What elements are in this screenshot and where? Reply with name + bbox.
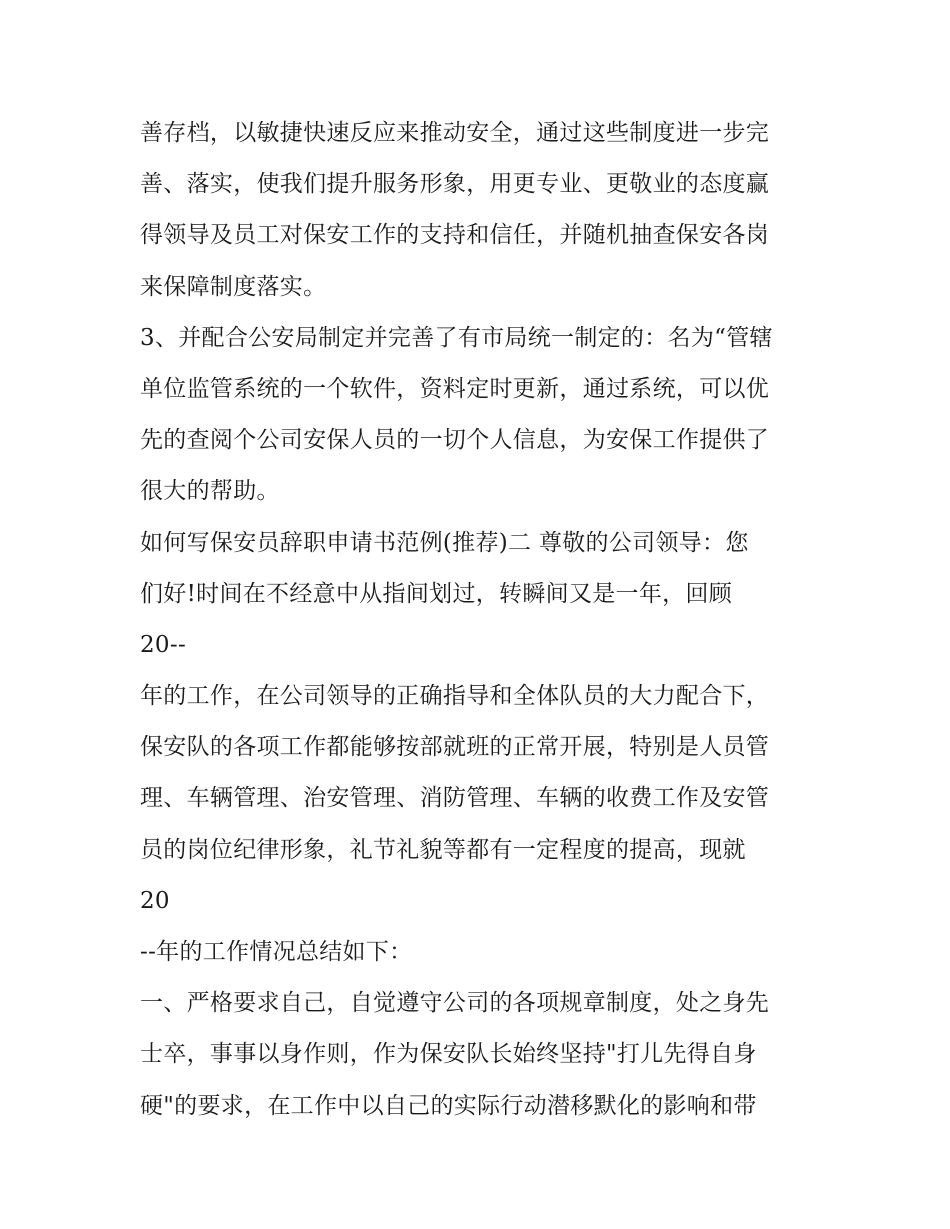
text-line: 善、落实，使我们提升服务形象，用更专业、更敬业的态度赢 <box>140 171 770 198</box>
text-line: --年的工作情况总结如下： <box>140 939 413 965</box>
text-line: 士卒，事事以身作则，作为保安队长始终坚持"打儿先得自身 <box>140 1041 757 1068</box>
text-line: 年的工作，在公司领导的正确指导和全体队员的大力配合下， <box>140 683 770 710</box>
text-line: 很大的帮助。 <box>140 478 280 505</box>
text-line: 20-- <box>140 631 187 658</box>
text-line: 硬"的要求，在工作中以自己的实际行动潜移默化的影响和带 <box>140 1092 757 1119</box>
text-line: 理、车辆管理、治安管理、消防管理、车辆的收费工作及安管 <box>140 785 770 812</box>
body-text <box>140 108 820 1132</box>
text-line: 得领导及员工对保安工作的支持和信任，并随机抽查保安各岗 <box>140 222 770 249</box>
text-line: 单位监管系统的一个软件，资料定时更新，通过系统，可以优 <box>140 375 770 402</box>
text-line: 一、严格要求自己，自觉遵守公司的各项规章制度，处之身先 <box>140 990 770 1017</box>
text-line: 先的查阅个公司安保人员的一切个人信息，为安保工作提供了 <box>140 427 770 454</box>
text-line: 员的岗位纪律形象，礼节礼貌等都有一定程度的提高，现就 <box>140 836 746 863</box>
text-line: 3、并配合公安局制定并完善了有市局统一制定的：名为“管辖 <box>140 324 773 351</box>
text-line: 来保障制度落实。 <box>140 273 327 300</box>
text-line: 们好!时间在不经意中从指间划过，转瞬间又是一年，回顾 <box>140 580 733 607</box>
text-line: 20 <box>140 887 170 914</box>
text-line: 善存档，以敏捷快速反应来推动安全，通过这些制度进一步完 <box>140 120 770 146</box>
text-line: 保安队的各项工作都能够按部就班的正常开展，特别是人员管 <box>140 734 770 761</box>
text-line: 如何写保安员辞职申请书范例(推荐)二 尊敬的公司领导：您 <box>140 529 749 556</box>
